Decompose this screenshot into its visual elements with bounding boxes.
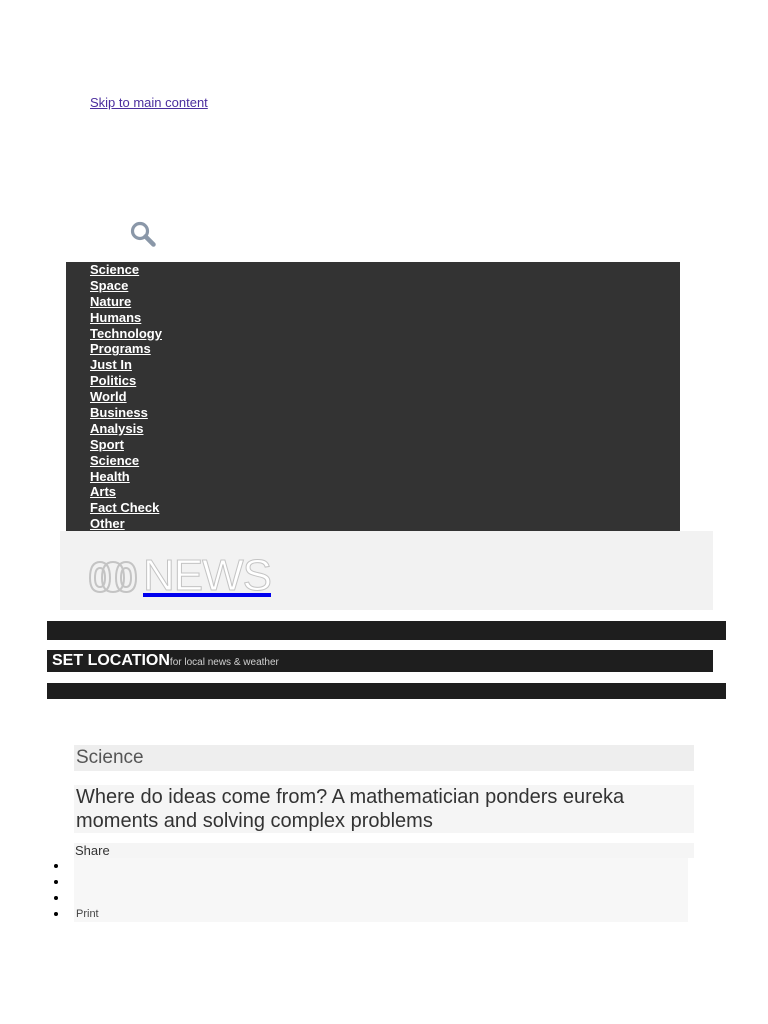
article-headline: Where do ideas come from? A mathematician ponders eureka moments and solving complex problems: [74, 785, 694, 833]
nav-link[interactable]: Humans: [90, 309, 142, 325]
share-label: Share: [74, 843, 694, 858]
nav-item-science[interactable]: [90, 262, 162, 278]
main-navigation: [66, 262, 680, 531]
article-section-label[interactable]: Science: [74, 745, 694, 771]
bullet-icon: [54, 880, 58, 884]
search-icon[interactable]: [129, 220, 157, 248]
nav-item-just-in[interactable]: [90, 357, 162, 373]
print-button[interactable]: Print: [76, 908, 99, 920]
nav-item-arts[interactable]: [90, 484, 162, 500]
nav-link[interactable]: Just In: [90, 357, 132, 373]
logo-band: [60, 531, 713, 610]
nav-item-business[interactable]: [90, 405, 162, 421]
nav-item-sport[interactable]: [90, 437, 162, 453]
nav-link[interactable]: Analysis: [90, 420, 144, 436]
nav-link[interactable]: Space: [90, 277, 129, 293]
nav-link[interactable]: Business: [90, 405, 148, 421]
nav-item-technology[interactable]: [90, 326, 162, 342]
nav-item-fact-check[interactable]: [90, 500, 162, 516]
top-divider-bar: [47, 621, 726, 640]
nav-link[interactable]: Politics: [90, 373, 137, 389]
nav-link[interactable]: World: [90, 389, 127, 405]
nav-link[interactable]: Nature: [90, 293, 132, 309]
logo-news-text: NEWS: [143, 551, 271, 600]
bullet-icon: [54, 864, 58, 868]
nav-link[interactable]: Other: [90, 516, 125, 532]
location-title: SET LOCATION: [52, 652, 170, 669]
nav-item-humans[interactable]: [90, 310, 162, 326]
nav-item-health[interactable]: [90, 469, 162, 485]
abc-logo-icon: [87, 556, 139, 596]
set-location-button[interactable]: [47, 650, 713, 672]
skip-to-main-link[interactable]: Skip to main content: [90, 95, 208, 110]
bullet-icon: [54, 896, 58, 900]
nav-link[interactable]: Health: [90, 468, 130, 484]
nav-link[interactable]: Arts: [90, 484, 117, 500]
nav-link[interactable]: Technology: [90, 325, 162, 341]
bottom-divider-bar: [47, 683, 726, 699]
nav-item-space[interactable]: [90, 278, 162, 294]
nav-link[interactable]: Sport: [90, 436, 124, 452]
nav-item-nature[interactable]: [90, 294, 162, 310]
share-list-background: [74, 858, 688, 922]
bullet-icon: [54, 912, 58, 916]
nav-link[interactable]: Science: [90, 452, 140, 468]
abc-news-logo[interactable]: [87, 551, 271, 600]
nav-item-politics[interactable]: [90, 373, 162, 389]
nav-item-science-2[interactable]: [90, 453, 162, 469]
nav-item-programs[interactable]: [90, 341, 162, 357]
location-subtitle: for local news & weather: [169, 657, 279, 668]
nav-item-world[interactable]: [90, 389, 162, 405]
nav-link[interactable]: Programs: [90, 341, 151, 357]
nav-item-analysis[interactable]: [90, 421, 162, 437]
nav-link[interactable]: Fact Check: [90, 500, 160, 516]
nav-item-other[interactable]: [90, 516, 162, 532]
nav-link[interactable]: Science: [90, 262, 140, 277]
